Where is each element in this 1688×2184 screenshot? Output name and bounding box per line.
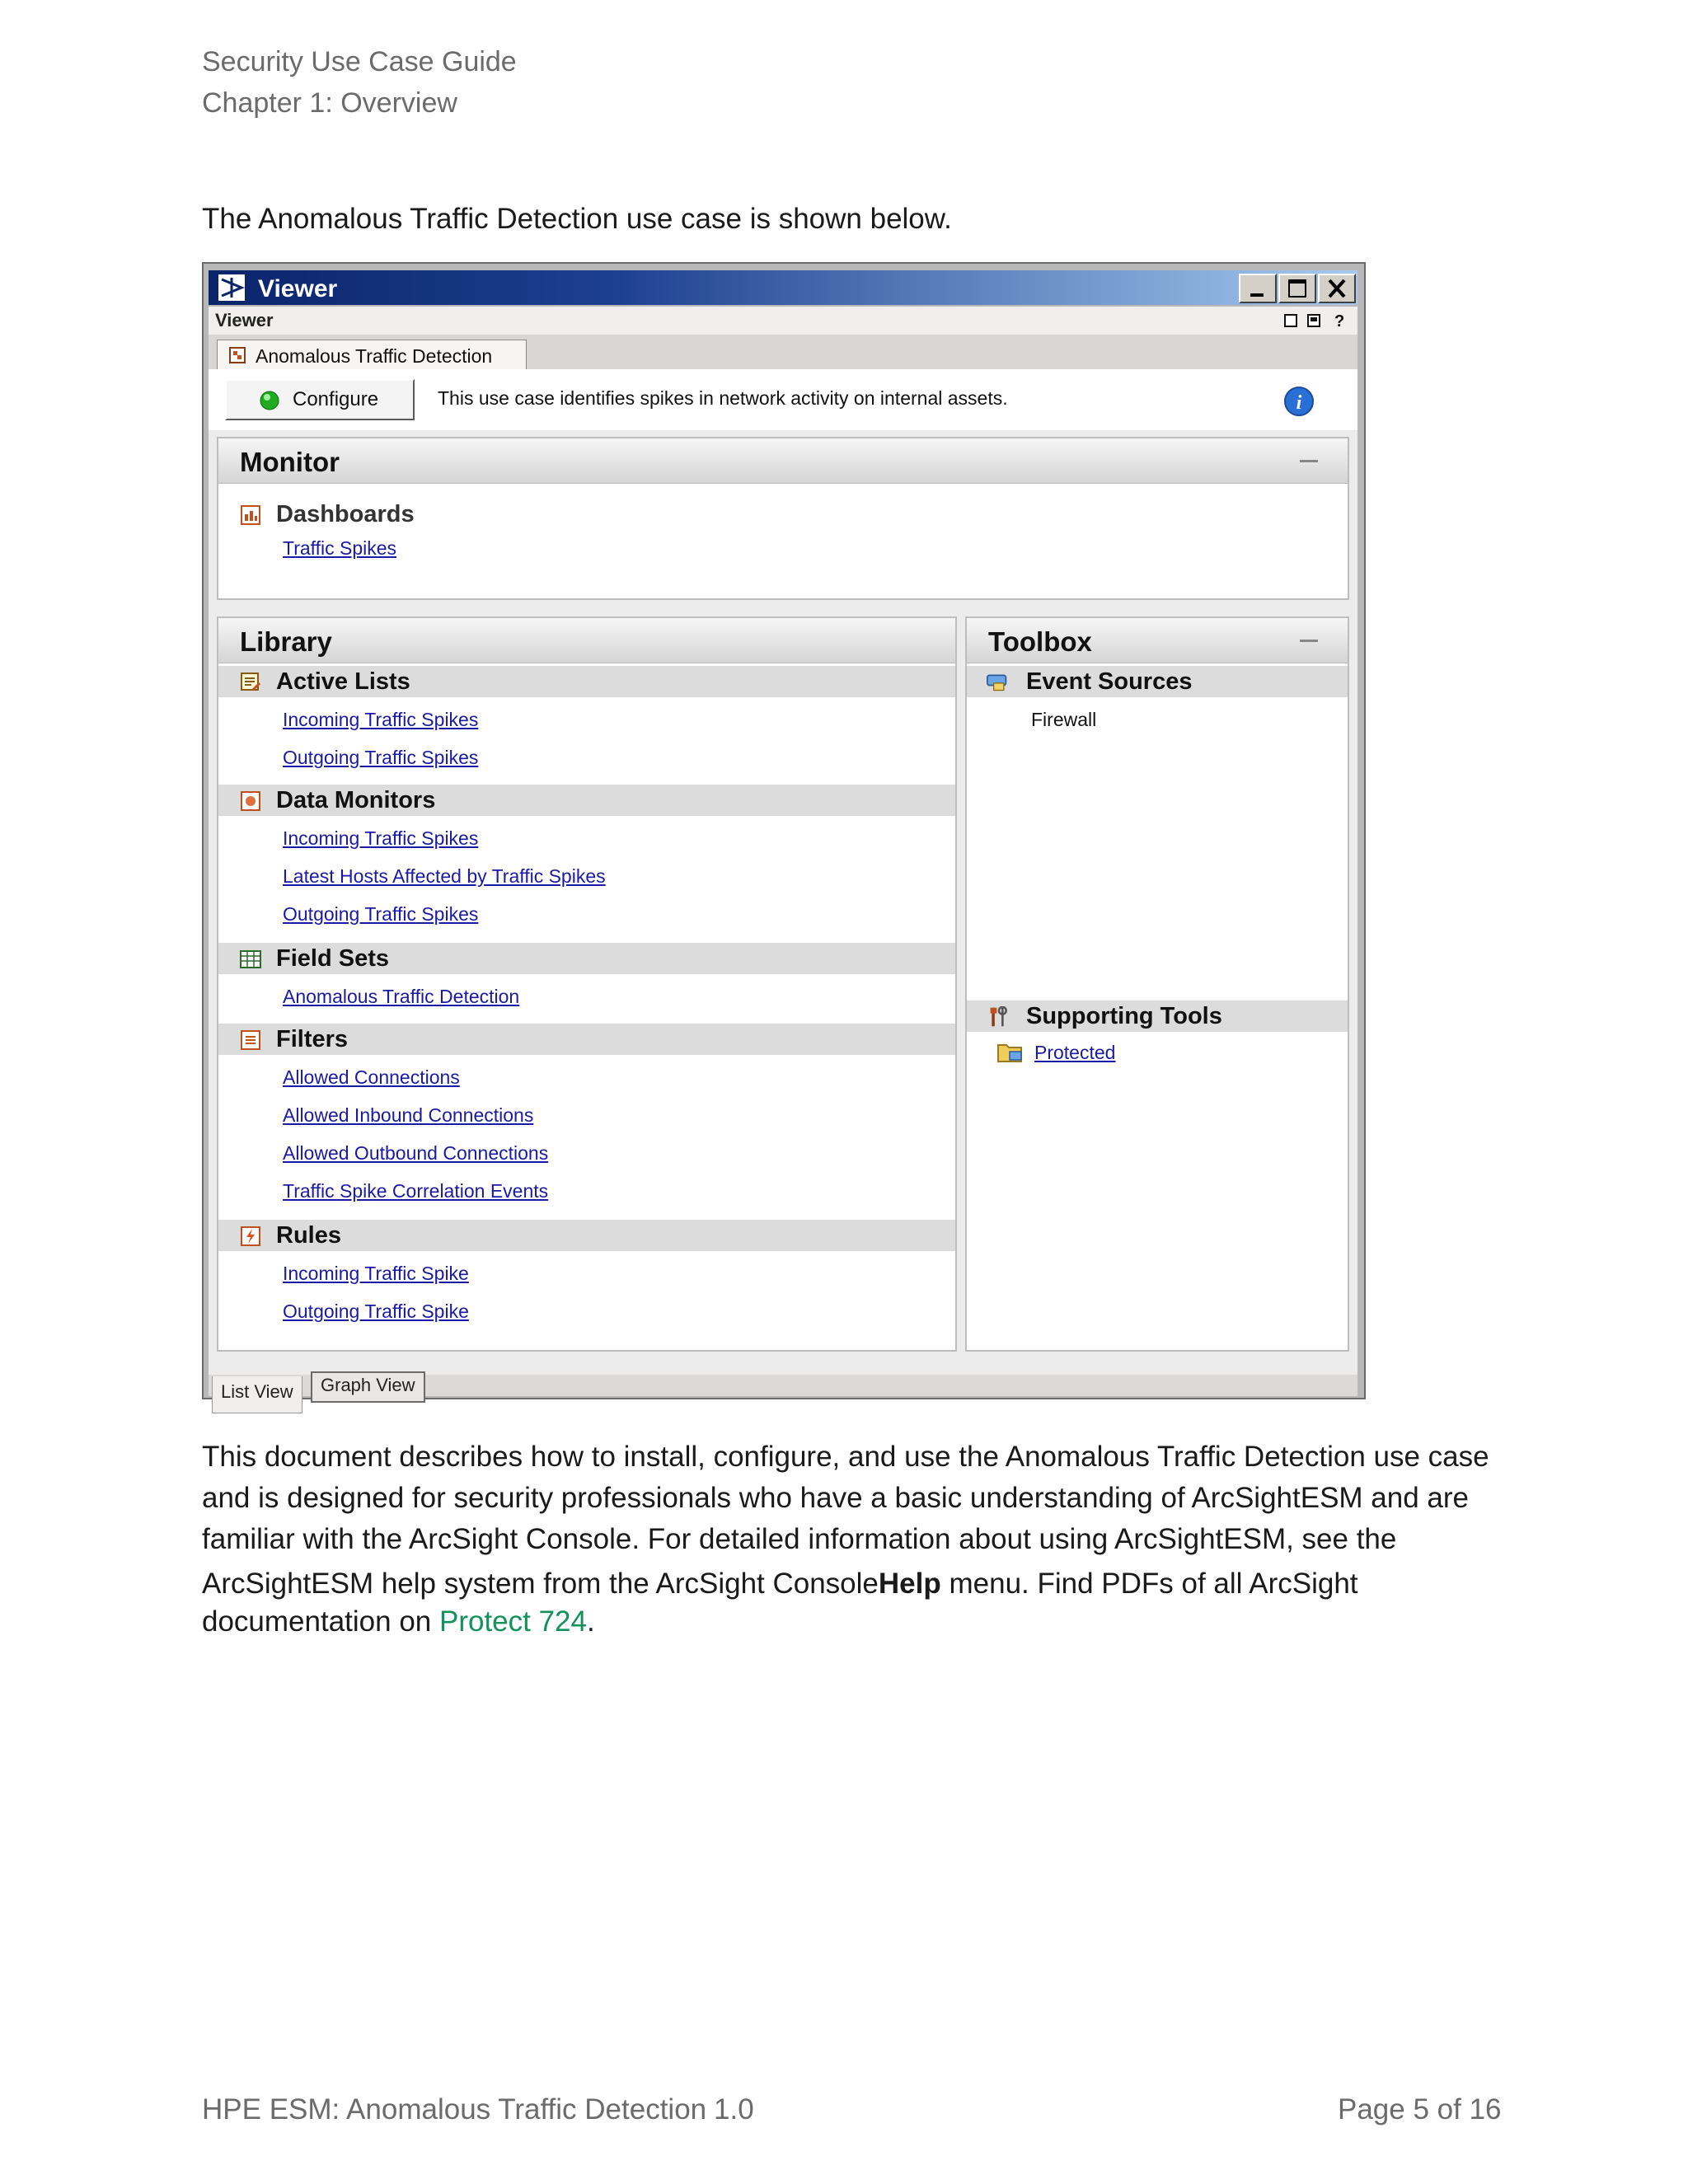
field-sets-title: Field Sets <box>276 945 389 972</box>
status-green-icon <box>260 391 279 410</box>
use-case-description: This use case identifies spikes in network activity on internal assets. <box>438 387 1008 409</box>
rules-header <box>218 1220 955 1251</box>
event-sources-title: Event Sources <box>1026 668 1193 695</box>
filter-link[interactable]: Allowed Outbound Connections <box>283 1142 549 1164</box>
protect-724-link[interactable]: Protect 724 <box>438 1605 587 1638</box>
library-panel <box>217 616 957 1352</box>
body-line <box>202 1568 1358 1601</box>
window-titlebar[interactable] <box>209 270 1357 305</box>
configure-button[interactable] <box>225 379 415 420</box>
data-monitor-link[interactable]: Incoming Traffic Spikes <box>283 827 479 849</box>
intro-text: The Anomalous Traffic Detection use case is shown below. <box>202 203 952 235</box>
body-line <box>202 1605 595 1638</box>
active-list-link[interactable]: Outgoing Traffic Spikes <box>283 747 479 768</box>
minimize-icon <box>1240 275 1275 302</box>
supporting-tools-header <box>967 1001 1348 1032</box>
chapter-title: Chapter 1: Overview <box>202 87 457 119</box>
use-case-icon <box>229 347 246 363</box>
window-title: Viewer <box>258 275 338 302</box>
supporting-tool-link-protected[interactable]: Protected <box>1034 1042 1116 1063</box>
toolbox-title: Toolbox <box>988 626 1092 657</box>
tab-anomalous-traffic-detection[interactable] <box>217 340 527 371</box>
panel-tools <box>1283 312 1351 330</box>
doc-title: Security Use Case Guide <box>202 46 517 77</box>
body-text: . <box>586 1605 595 1638</box>
rule-icon <box>240 1226 261 1247</box>
restore-panel-icon[interactable] <box>1285 315 1296 326</box>
page-number: Page 5 of 16 <box>1338 2093 1502 2125</box>
float-panel-icon[interactable] <box>1308 315 1320 326</box>
event-source-icon <box>987 672 1008 693</box>
minimize-button[interactable] <box>1239 274 1277 303</box>
event-source-firewall: Firewall <box>1031 709 1097 730</box>
tab-strip <box>209 335 1357 369</box>
info-icon[interactable] <box>1283 386 1315 417</box>
toolbox-panel <box>965 616 1349 1352</box>
view-tabs <box>209 1375 1357 1402</box>
monitor-header <box>218 438 1348 484</box>
active-lists-header <box>218 666 955 697</box>
svg-text:i: i <box>1296 392 1302 414</box>
dashboard-icon <box>240 504 261 526</box>
close-button[interactable] <box>1318 274 1356 303</box>
dashboards-title: Dashboards <box>276 501 415 527</box>
active-list-icon <box>240 672 261 693</box>
filter-link[interactable]: Allowed Inbound Connections <box>283 1104 534 1126</box>
body-line: familiar with the ArcSight Console. For detailed information about using ArcSightESM, see the <box>202 1523 1397 1555</box>
filter-link[interactable]: Allowed Connections <box>283 1066 460 1088</box>
close-icon <box>1320 275 1354 302</box>
viewer-window <box>202 262 1366 1402</box>
collapse-icon[interactable] <box>1300 640 1318 642</box>
field-set-icon <box>240 949 261 970</box>
filters-title: Filters <box>276 1026 349 1052</box>
body-text: ArcSightESM help system from the ArcSight Console <box>202 1568 879 1600</box>
use-case-toolbar <box>209 369 1357 430</box>
tools-icon <box>988 1006 1010 1028</box>
footer-title: HPE ESM: Anomalous Traffic Detection <box>202 2093 707 2125</box>
field-sets-header <box>218 943 955 974</box>
field-set-link[interactable]: Anomalous Traffic Detection <box>283 986 520 1007</box>
monitor-panel <box>217 437 1349 600</box>
library-header <box>218 618 955 663</box>
library-title: Library <box>240 626 332 657</box>
rule-link[interactable]: Outgoing Traffic Spike <box>283 1301 469 1322</box>
body-text: documentation on <box>202 1605 439 1638</box>
data-monitor-link[interactable]: Outgoing Traffic Spikes <box>283 903 479 925</box>
use-case-content <box>209 369 1357 1375</box>
filters-header <box>218 1024 955 1055</box>
filter-icon <box>240 1029 261 1051</box>
maximize-icon <box>1280 275 1315 302</box>
active-list-link[interactable]: Incoming Traffic Spikes <box>283 709 479 730</box>
body-line: This document describes how to install, configure, and use the Anomalous Traffic Detection use case <box>202 1441 1489 1473</box>
body-line: and is designed for security professionals who have a basic understanding of ArcSightESM and are <box>202 1482 1470 1514</box>
monitor-title: Monitor <box>240 447 340 477</box>
event-sources-header <box>967 666 1348 697</box>
help-icon[interactable] <box>1334 312 1344 330</box>
data-monitor-icon <box>240 790 261 812</box>
rules-title: Rules <box>276 1222 341 1249</box>
viewer-panel-label: Viewer <box>215 310 274 330</box>
body-text: menu. Find PDFs of all ArcSight <box>940 1568 1358 1600</box>
help-menu-name: Help <box>878 1568 941 1600</box>
data-monitors-title: Data Monitors <box>276 787 436 813</box>
footer-version: 1.0 <box>714 2093 754 2125</box>
tab-list-view[interactable]: List View <box>212 1376 302 1413</box>
maximize-button[interactable] <box>1278 274 1316 303</box>
supporting-tools-title: Supporting Tools <box>1026 1003 1222 1029</box>
configure-label: Configure <box>293 388 379 410</box>
filter-link[interactable]: Traffic Spike Correlation Events <box>283 1180 549 1202</box>
viewer-panel-bar <box>209 307 1357 335</box>
arcsight-logo-icon <box>218 274 245 301</box>
collapse-icon[interactable] <box>1300 460 1318 462</box>
active-lists-title: Active Lists <box>276 668 410 695</box>
svg-text:?: ? <box>1334 312 1345 330</box>
dashboard-link-traffic-spikes[interactable]: Traffic Spikes <box>283 537 397 559</box>
toolbox-header <box>967 618 1348 663</box>
folder-icon <box>996 1040 1025 1063</box>
tab-label: Anomalous Traffic Detection <box>256 345 493 367</box>
rule-link[interactable]: Incoming Traffic Spike <box>283 1263 469 1284</box>
data-monitor-link[interactable]: Latest Hosts Affected by Traffic Spikes <box>283 865 606 887</box>
data-monitors-header <box>218 785 955 816</box>
tab-graph-view[interactable]: Graph View <box>311 1371 425 1403</box>
